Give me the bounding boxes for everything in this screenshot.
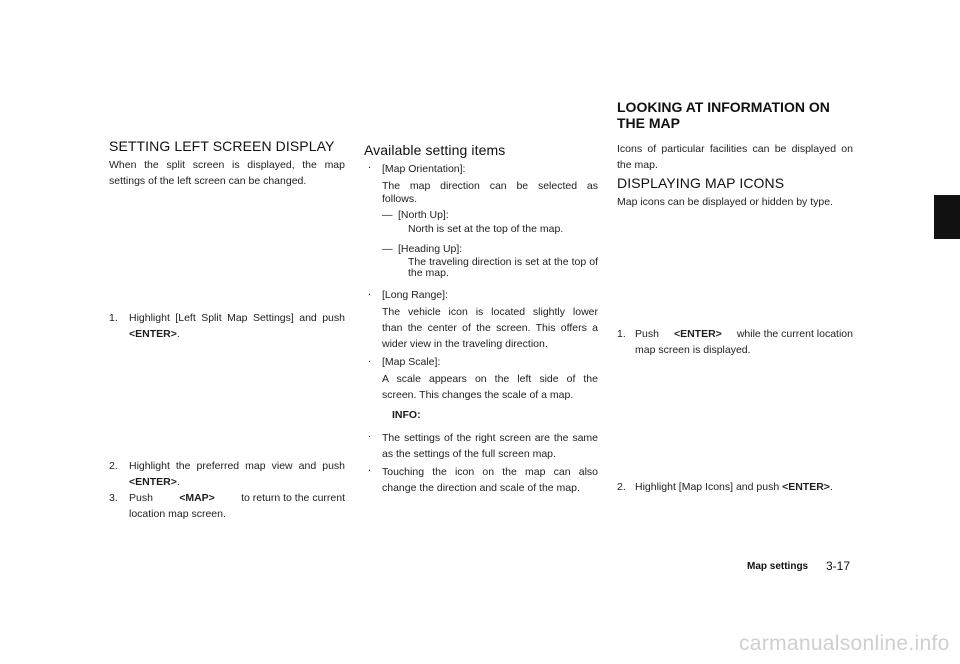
item-text: wider view in the traveling direction. — [382, 338, 548, 350]
step-text: Push <ENTER> while the current location — [635, 328, 853, 340]
item-title: [Long Range]: — [382, 289, 448, 301]
item-title: [Map Scale]: — [382, 356, 441, 368]
bullet: . — [368, 286, 372, 298]
enter-key-label: <ENTER> — [129, 328, 177, 340]
bullet: . — [368, 159, 372, 171]
enter-key-label: <ENTER> — [673, 328, 722, 340]
item-text: follows. — [382, 193, 418, 205]
map-key-label: <MAP> — [179, 492, 215, 504]
info-text: The settings of the right screen are the same — [382, 432, 598, 444]
subsection-heading-map-icons: DISPLAYING MAP ICONS — [617, 175, 785, 191]
page-number: 3-17 — [826, 559, 851, 573]
footer-section-title: Map settings — [747, 561, 809, 572]
item-text: A scale appears on the left side of the — [382, 373, 598, 385]
intro-line: Icons of particular facilities can be displayed on — [617, 143, 853, 155]
sub-item-text: the map. — [408, 267, 449, 279]
bullet: . — [368, 462, 372, 474]
dash: — — [382, 209, 393, 221]
sub-item-title: [Heading Up]: — [398, 243, 463, 255]
sub-item-title: [North Up]: — [398, 209, 449, 221]
info-text: Touching the icon on the map can also — [382, 466, 598, 478]
info-text: as the settings of the full screen map. — [382, 448, 556, 460]
bullet: . — [368, 428, 372, 440]
dash: — — [382, 243, 393, 255]
chapter-tab-marker — [934, 195, 960, 239]
intro-line: settings of the left screen can be changed. — [109, 175, 307, 187]
step-number: 1. — [617, 328, 626, 340]
section-heading-information-on-map: LOOKING AT INFORMATION ON THE MAP — [617, 99, 830, 131]
step-text: location map screen. — [129, 508, 226, 520]
step-text: <ENTER>. — [129, 476, 180, 488]
section-heading-left-screen: SETTING LEFT SCREEN DISPLAY — [109, 138, 335, 154]
step-number: 2. — [109, 460, 118, 472]
sub-item-text: The traveling direction is set at the top of — [408, 256, 598, 268]
item-text: screen. This changes the scale of a map. — [382, 389, 574, 401]
subsection-heading-available-items: Available setting items — [364, 142, 506, 158]
intro-line: the map. — [617, 159, 658, 171]
step-text: Highlight [Left Split Map Settings] and push — [129, 312, 345, 324]
enter-key-label: <ENTER> — [782, 481, 830, 493]
enter-key-label: <ENTER> — [129, 476, 177, 488]
watermark-text: carmanualsonline.info — [739, 632, 950, 655]
sub-item-text: North is set at the top of the map. — [408, 223, 564, 235]
step-number: 1. — [109, 312, 118, 324]
bullet: . — [368, 353, 372, 365]
step-text: Push <MAP> to return to the current — [129, 492, 345, 504]
step-text: map screen is displayed. — [635, 344, 751, 356]
step-number: 2. — [617, 481, 626, 493]
item-title: [Map Orientation]: — [382, 163, 466, 175]
step-text: Highlight [Map Icons] and push <ENTER>. — [635, 481, 833, 493]
step-text: Highlight the preferred map view and push — [129, 460, 345, 472]
item-text: than the center of the screen. This offers a — [382, 322, 598, 334]
item-text: The map direction can be selected as — [382, 180, 598, 192]
info-text: change the direction and scale of the map. — [382, 482, 580, 494]
info-label: INFO: — [392, 409, 421, 421]
sub-intro: Map icons can be displayed or hidden by type. — [617, 196, 833, 208]
item-text: The vehicle icon is located slightly lower — [382, 306, 598, 318]
step-number: 3. — [109, 492, 118, 504]
step-text: <ENTER>. — [129, 328, 180, 340]
intro-line: When the split screen is displayed, the map — [109, 159, 345, 171]
